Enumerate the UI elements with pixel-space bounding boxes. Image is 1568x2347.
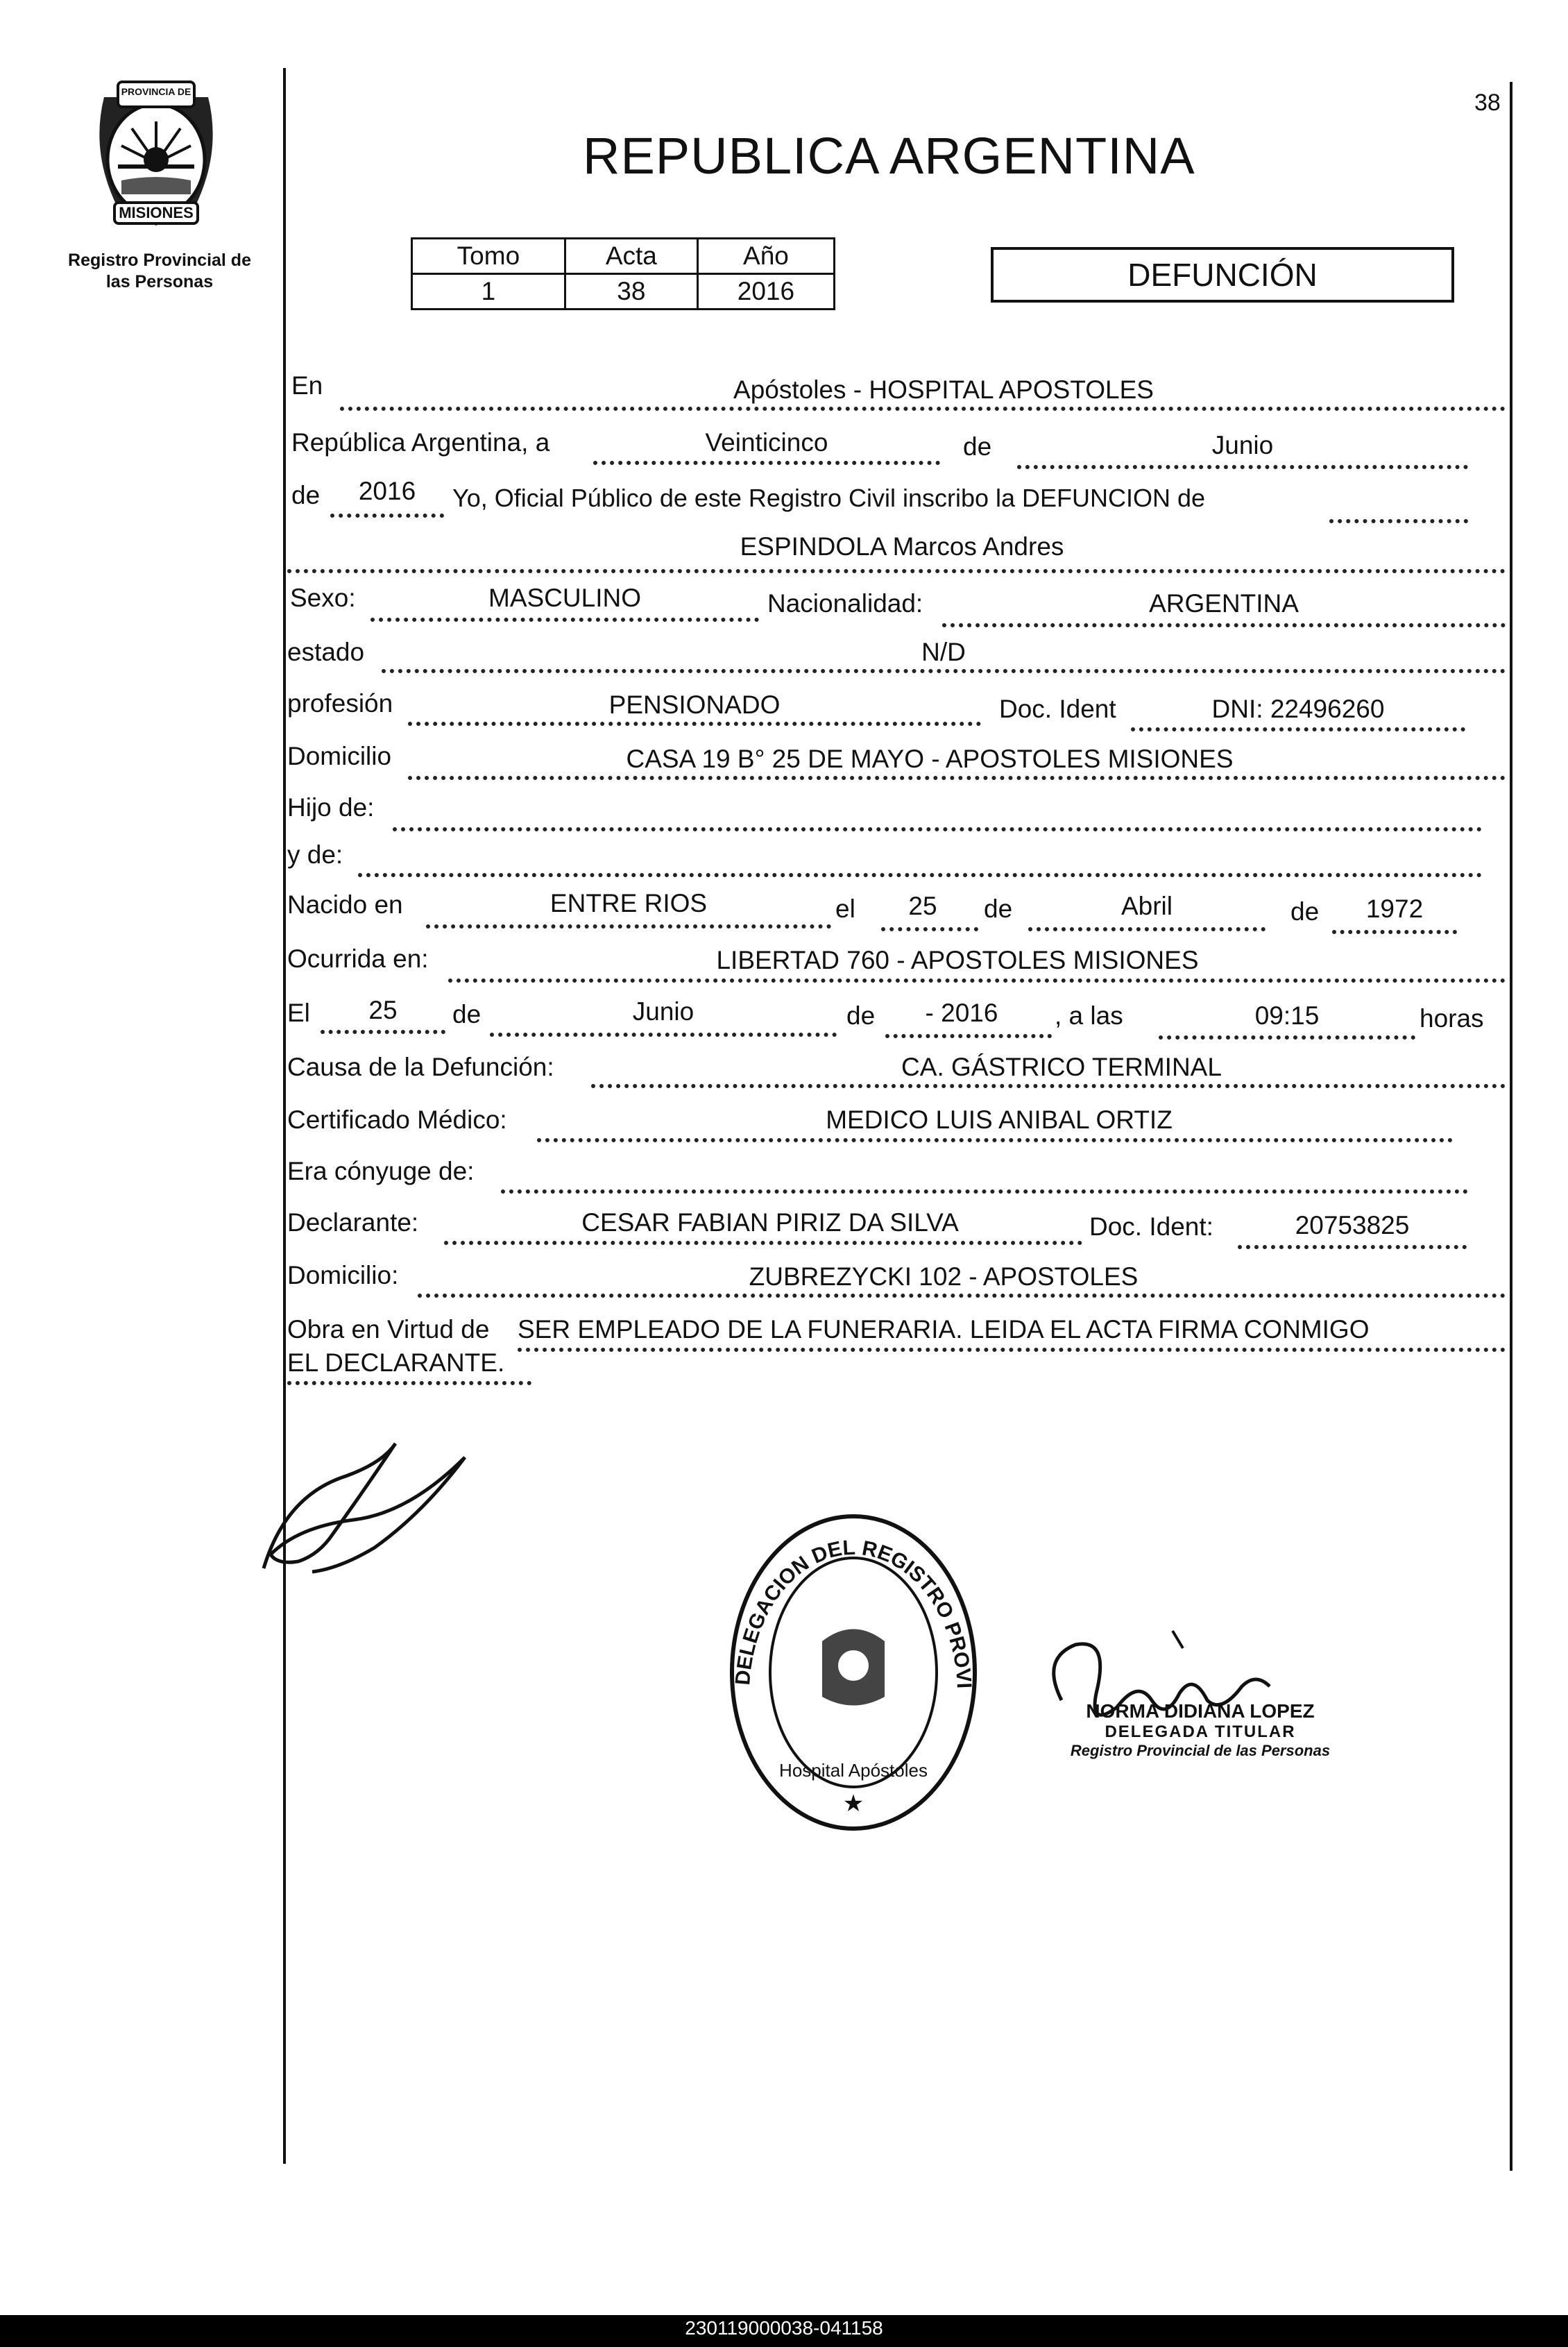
nacido-place: ENTRE RIOS: [549, 889, 708, 917]
anio-value: 2016: [697, 274, 834, 310]
death-time: 09:15: [1254, 1001, 1320, 1030]
month-value: Junio: [1211, 431, 1274, 459]
birth-year-line: [1332, 930, 1457, 934]
obra-text-line1: SER EMPLEADO DE LA FUNERARIA. LEIDA EL ACTA FIRMA CONMIGO: [518, 1315, 1370, 1344]
horas-label: horas: [1420, 1004, 1484, 1033]
seal-text: DELEGACION DEL REGISTRO PROVI: [731, 1536, 975, 1689]
de-label-1: de: [963, 432, 992, 461]
obra-text-line2: EL DECLARANTE.: [287, 1348, 505, 1377]
domicilio-line: [408, 776, 1506, 780]
doc2-value: 20753825: [1295, 1211, 1410, 1239]
year-line: [330, 514, 444, 518]
reference-value-row: [412, 274, 835, 310]
domicilio2-value: ZUBREZYCKI 102 - APOSTOLES: [749, 1262, 1139, 1291]
el2-label: El: [287, 999, 310, 1027]
ocurrida-value: LIBERTAD 760 - APOSTOLES MISIONES: [716, 946, 1199, 974]
birth-day-line: [881, 927, 978, 931]
obra-line2: [287, 1381, 531, 1385]
profesion-value: PENSIONADO: [608, 690, 781, 719]
misiones-emblem: [76, 69, 236, 229]
death-year: - 2016: [925, 999, 998, 1027]
footer-code: 230119000038-041158: [685, 2317, 883, 2339]
causa-label: Causa de la Defunción:: [287, 1053, 554, 1081]
domicilio-label: Domicilio: [287, 742, 392, 770]
emblem-bottom-text: MISIONES: [119, 204, 194, 221]
profesion-line: [408, 722, 981, 726]
causa-line: [591, 1084, 1506, 1088]
de-label-5: de: [452, 1000, 482, 1028]
nacionalidad-line: [942, 623, 1506, 627]
statement-line: [1329, 519, 1468, 523]
right-border: [1510, 82, 1512, 2171]
conyuge-label: Era cónyuge de:: [287, 1157, 475, 1185]
hijo-label: Hijo de:: [287, 793, 375, 822]
death-month-line: [490, 1033, 837, 1037]
official-registry: Registro Provincial de las Personas: [1070, 1742, 1331, 1759]
day-words-line: [593, 461, 940, 465]
left-margin-line: [283, 68, 286, 2164]
acta-value: 38: [565, 274, 697, 310]
official-title: DELEGADA TITULAR: [1105, 1722, 1296, 1741]
death-time-line: [1159, 1035, 1415, 1040]
name-line: [287, 569, 1506, 573]
statement-text: Yo, Oficial Público de este Registro Civil inscribo la DEFUNCION de: [452, 484, 1206, 512]
nacido-line: [426, 924, 831, 929]
doc2-label: Doc. Ident:: [1089, 1212, 1213, 1241]
alas-label: , a las: [1055, 1001, 1123, 1030]
sexo-label: Sexo:: [290, 584, 356, 612]
day-words-value: Veinticinco: [705, 428, 828, 457]
reference-header-row: [412, 239, 835, 274]
causa-value: CA. GÁSTRICO TERMINAL: [901, 1053, 1222, 1081]
hijo-line: [393, 827, 1482, 831]
doc-value: DNI: 22496260: [1211, 695, 1385, 723]
nacionalidad-label: Nacionalidad:: [767, 589, 923, 618]
page-number: 38: [1474, 90, 1501, 116]
doc-label: Doc. Ident: [999, 695, 1116, 723]
birth-month-line: [1028, 927, 1266, 931]
certificado-line: [537, 1138, 1453, 1142]
birth-year: 1972: [1365, 895, 1424, 923]
sexo-line: [370, 618, 759, 622]
footer-bar: [0, 2315, 1568, 2347]
tomo-header: Tomo: [412, 239, 565, 274]
declarante-value: CESAR FABIAN PIRIZ DA SILVA: [581, 1208, 959, 1237]
official-name-block: [1020, 1700, 1381, 1760]
acta-header: Acta: [565, 239, 697, 274]
en-label: En: [291, 371, 323, 400]
registry-name: [49, 250, 271, 293]
el-label: el: [835, 895, 855, 923]
registry-name-line2: las Personas: [105, 272, 214, 291]
place-value: Apóstoles - HOSPITAL APOSTOLES: [733, 375, 1154, 404]
yde-label: y de:: [287, 840, 343, 869]
anio-header: Año: [697, 239, 834, 274]
doc-line: [1131, 727, 1465, 731]
nacido-label: Nacido en: [287, 890, 403, 919]
record-type-box: DEFUNCIÓN: [991, 247, 1454, 303]
obra-label: Obra en Virtud de: [287, 1315, 490, 1344]
registry-name-line1: Registro Provincial de: [68, 251, 251, 270]
emblem-top-text: PROVINCIA DE: [121, 86, 191, 97]
obra-line1: [518, 1348, 1506, 1352]
doc2-line: [1238, 1245, 1467, 1249]
estado-value: N/D: [921, 638, 966, 666]
ocurrida-line: [448, 978, 1506, 983]
tomo-value: 1: [412, 274, 565, 310]
de-label-6: de: [846, 1001, 876, 1030]
seal-star-icon: ★: [842, 1790, 864, 1817]
birth-day: 25: [908, 892, 937, 920]
republica-label: República Argentina, a: [291, 428, 550, 457]
ocurrida-label: Ocurrida en:: [287, 944, 429, 973]
official-name: NORMA DIDIANA LOPEZ: [1086, 1700, 1315, 1722]
declarante-label: Declarante:: [287, 1208, 419, 1237]
certificado-label: Certificado Médico:: [287, 1105, 507, 1134]
declarante-line: [444, 1241, 1082, 1245]
deceased-name: ESPINDOLA Marcos Andres: [740, 532, 1064, 561]
death-day: 25: [368, 996, 398, 1024]
official-seal: [708, 1485, 999, 1832]
year-value: 2016: [358, 477, 416, 505]
month-line: [1017, 465, 1468, 469]
death-month: Junio: [632, 997, 694, 1026]
seal-inner-text: Hospital Apóstoles: [779, 1760, 928, 1781]
de-label-2: de: [291, 481, 321, 509]
certificado-value: MEDICO LUIS ANIBAL ORTIZ: [826, 1105, 1173, 1134]
de-label-4: de: [1290, 897, 1320, 926]
de-label-3: de: [984, 895, 1013, 923]
death-year-line: [885, 1034, 1052, 1038]
page-title: REPUBLICA ARGENTINA: [583, 127, 1195, 185]
reference-table: [411, 237, 835, 310]
domicilio-value: CASA 19 B° 25 DE MAYO - APOSTOLES MISIONES: [626, 745, 1234, 773]
en-line: [340, 407, 1506, 411]
domicilio2-line: [418, 1294, 1506, 1298]
sexo-value: MASCULINO: [488, 584, 641, 612]
estado-line: [382, 669, 1506, 673]
domicilio2-label: Domicilio:: [287, 1261, 399, 1289]
nacionalidad-value: ARGENTINA: [1149, 589, 1299, 618]
death-day-line: [321, 1030, 445, 1034]
estado-label: estado: [287, 638, 365, 666]
birth-month: Abril: [1120, 892, 1173, 920]
yde-line: [358, 873, 1482, 877]
declarant-signature: [257, 1416, 486, 1582]
conyuge-line: [501, 1189, 1468, 1194]
profesion-label: profesión: [287, 689, 393, 718]
